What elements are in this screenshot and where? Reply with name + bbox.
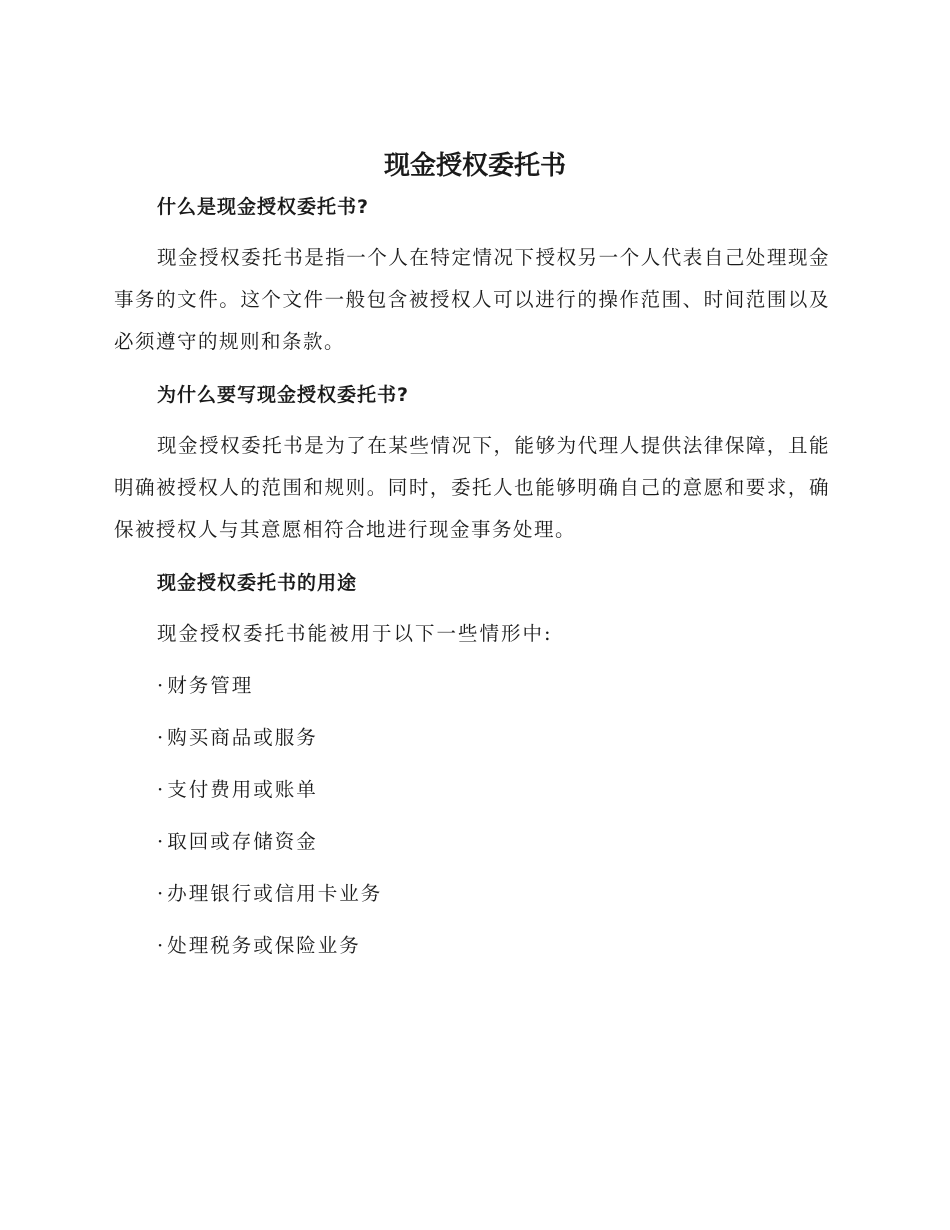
list-item-text: 财务管理 bbox=[167, 674, 254, 697]
bullet-icon: · bbox=[157, 934, 166, 957]
list-item-text: 取回或存储资金 bbox=[167, 830, 318, 853]
list-item bbox=[157, 880, 382, 908]
list-item bbox=[157, 776, 318, 804]
uses-intro: 现金授权委托书能被用于以下一些情形中: bbox=[157, 622, 553, 645]
bullet-icon: · bbox=[157, 830, 166, 853]
list-item-text: 购买商品或服务 bbox=[167, 726, 318, 749]
section-heading-why: 为什么要写现金授权委托书? bbox=[157, 384, 410, 406]
bullet-icon: · bbox=[157, 674, 166, 697]
list-item bbox=[157, 828, 318, 856]
bullet-icon: · bbox=[157, 726, 166, 749]
section-heading-uses: 现金授权委托书的用途 bbox=[157, 572, 358, 594]
section-heading-what: 什么是现金授权委托书? bbox=[157, 196, 370, 218]
section-paragraph-what: 现金授权委托书是指一个人在特定情况下授权另一个人代表自己处理现金事务的文件。这个文件一般包含被授权人可以进行的操作范围、时间范围以及必须遵守的规则和条款。 bbox=[114, 246, 830, 353]
list-item bbox=[157, 932, 361, 960]
list-item-text: 处理税务或保险业务 bbox=[167, 934, 361, 957]
bullet-icon: · bbox=[157, 882, 166, 905]
document-title: 现金授权委托书 bbox=[383, 151, 566, 181]
list-item-text: 支付费用或账单 bbox=[167, 778, 318, 801]
list-item bbox=[157, 672, 253, 700]
list-item bbox=[157, 724, 318, 752]
section-paragraph-why: 现金授权委托书是为了在某些情况下，能够为代理人提供法律保障，且能明确被授权人的范围和规则。同时，委托人也能够明确自己的意愿和要求，确保被授权人与其意愿相符合地进行现金事务处理。 bbox=[114, 434, 830, 541]
bullet-icon: · bbox=[157, 778, 166, 801]
list-item-text: 办理银行或信用卡业务 bbox=[167, 882, 383, 905]
